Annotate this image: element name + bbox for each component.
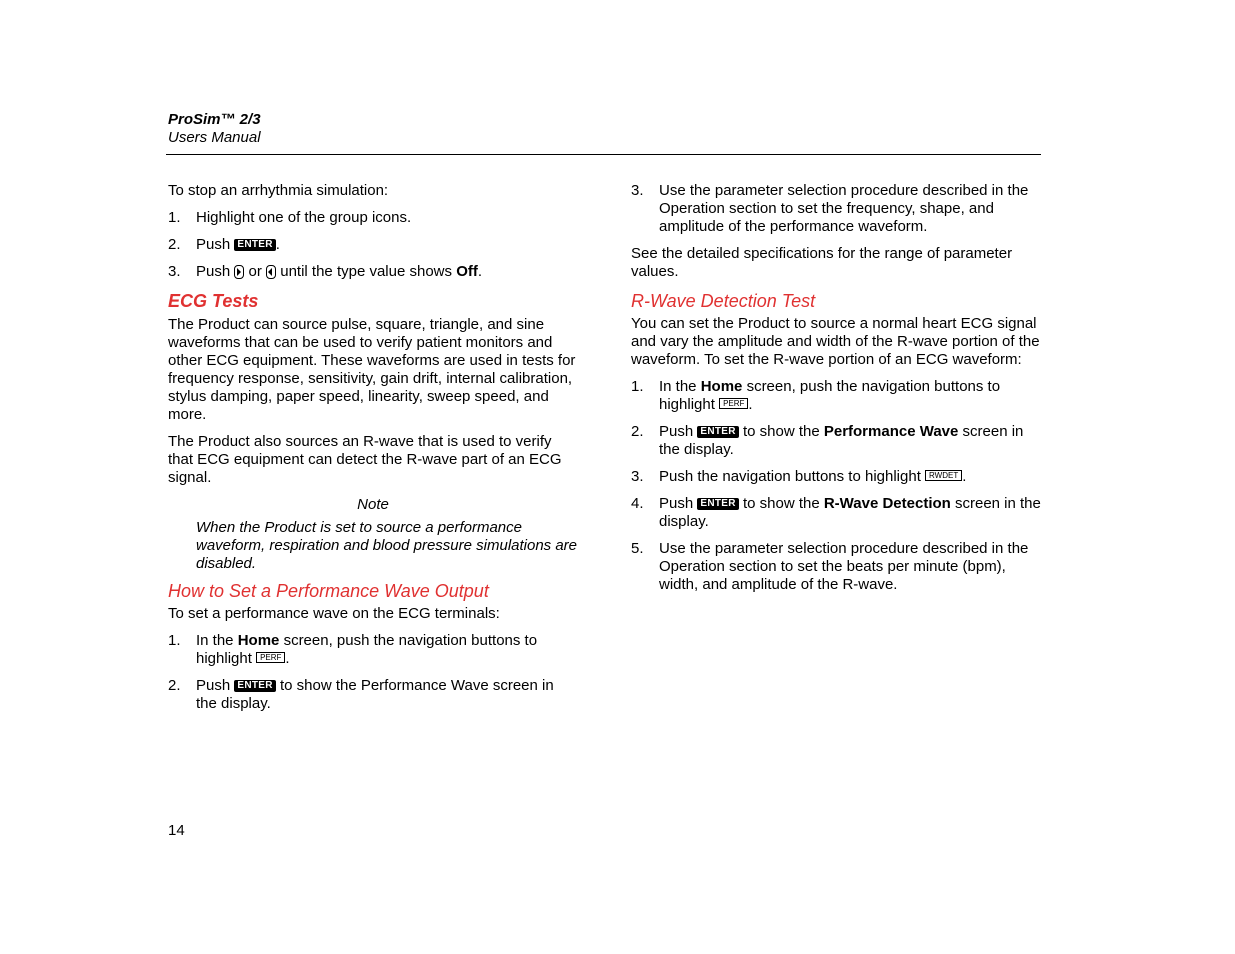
- step-text: Push: [196, 263, 231, 280]
- step-bold: Home: [237, 632, 280, 649]
- perf-softkey-icon: PERF: [256, 652, 285, 663]
- rwdet-softkey-icon: RWDET: [925, 470, 962, 481]
- section-title-ecg-tests: ECG Tests: [168, 291, 259, 311]
- step-punct: .: [748, 396, 753, 413]
- enter-key-icon: ENTER: [234, 680, 275, 692]
- rwave-step-3: [631, 468, 1041, 486]
- step-punct: .: [962, 468, 967, 485]
- step-text: Highlight one of the group icons.: [196, 209, 412, 226]
- step-text-rest: screen in the display.: [659, 495, 1041, 530]
- step-text-rest: screen in the display.: [659, 423, 1024, 458]
- step-text: In the: [659, 378, 697, 395]
- enter-key-icon: ENTER: [697, 426, 738, 438]
- step-bold: Home: [700, 378, 743, 395]
- perf-step-1: [168, 632, 578, 668]
- perf-softkey-icon: PERF: [719, 398, 748, 409]
- document-subtitle: Users Manual: [168, 129, 261, 146]
- step-text: Push: [659, 423, 694, 440]
- subsection-title-performance-wave: How to Set a Performance Wave Output: [168, 581, 489, 601]
- step-number: 1.: [168, 632, 181, 649]
- step-text-rest: screen, push the navigation buttons to highlight: [196, 632, 538, 667]
- rwave-intro: You can set the Product to source a normal heart ECG signal and vary the amplitude and width of the R-wave portion of the waveform. To set the R-wave portion of an ECG waveform:: [631, 315, 1040, 368]
- stop-intro: To stop an arrhythmia simulation:: [168, 182, 389, 199]
- step-text: Use the parameter selection procedure described in the Operation section to set the beats per minute (bpm), width, and amplitude of the R-wave.: [659, 540, 1029, 593]
- perf-intro: To set a performance wave on the ECG terminals:: [168, 605, 500, 622]
- step-text-or: or: [248, 263, 262, 280]
- header-rule: [166, 154, 1041, 155]
- step-text: Push the navigation buttons to highlight: [659, 468, 921, 485]
- subsection-title-rwave: R-Wave Detection Test: [631, 291, 816, 311]
- step-text: Push: [196, 236, 231, 253]
- step-bold: Performance Wave: [823, 423, 959, 440]
- step-punct: .: [477, 263, 483, 280]
- specs-note: See the detailed specifications for the range of parameter values.: [631, 245, 1013, 280]
- enter-key-icon: ENTER: [697, 498, 738, 510]
- step-text: In the: [196, 632, 234, 649]
- step-text-mid: to show the: [742, 495, 820, 512]
- document-title: ProSim™ 2/3: [168, 111, 261, 128]
- perf-step-3: [631, 182, 1041, 236]
- step-number: 1.: [168, 209, 181, 226]
- rwave-step-2: [631, 423, 1041, 459]
- step-punct: .: [285, 650, 290, 667]
- ecg-paragraph-2: The Product also sources an R-wave that is used to verify that ECG equipment can detect the R-wave part of an ECG signal.: [168, 433, 562, 486]
- step-number: 3.: [631, 182, 644, 199]
- note-title: Note: [357, 496, 389, 513]
- step-number: 2.: [168, 236, 181, 253]
- step-bold: R-Wave Detection: [823, 495, 951, 512]
- right-column: [631, 182, 1041, 603]
- step-text: Use the parameter selection procedure described in the Operation section to set the frequency, shape, and amplitude of the performance waveform.: [659, 182, 1029, 235]
- step-number: 5.: [631, 540, 644, 557]
- note-body: When the Product is set to source a performance waveform, respiration and blood pressure simulations are disabled.: [196, 519, 578, 572]
- step-text: Push: [659, 495, 694, 512]
- step-number: 3.: [631, 468, 644, 485]
- step-number: 1.: [631, 378, 644, 395]
- rwave-step-1: [631, 378, 1041, 414]
- step-text: Push: [196, 677, 231, 694]
- ecg-paragraph-1: The Product can source pulse, square, triangle, and sine waveforms that can be used to verify patient monitors and other ECG equipment. These waveforms are used in tests for frequency response, sensitivity, gain drift, internal calibration, stylus damping, paper speed, linearity, sweep speed, and more.: [168, 316, 576, 423]
- stop-step-2: [168, 236, 578, 254]
- rwave-step-4: [631, 495, 1041, 531]
- left-arrow-key-icon: [266, 265, 276, 279]
- stop-step-3: [168, 263, 578, 281]
- step-number: 2.: [168, 677, 181, 694]
- step-bold-value: Off: [456, 263, 478, 280]
- stop-step-1: [168, 209, 578, 227]
- rwave-step-5: [631, 540, 1041, 594]
- step-punct: .: [275, 236, 280, 253]
- step-text-mid: to show the: [742, 423, 820, 440]
- page-header: [168, 111, 1041, 147]
- step-text-rest: screen, push the navigation buttons to highlight: [659, 378, 1001, 413]
- step-number: 2.: [631, 423, 644, 440]
- enter-key-icon: ENTER: [234, 239, 275, 251]
- step-number: 4.: [631, 495, 644, 512]
- page-number: 14: [168, 822, 185, 839]
- step-number: 3.: [168, 263, 181, 280]
- step-text-rest: until the type value shows: [280, 263, 453, 280]
- right-arrow-key-icon: [234, 265, 244, 279]
- left-column: [168, 182, 578, 722]
- step-text-rest: to show the Performance Wave screen in the display.: [196, 677, 554, 712]
- perf-step-2: [168, 677, 578, 713]
